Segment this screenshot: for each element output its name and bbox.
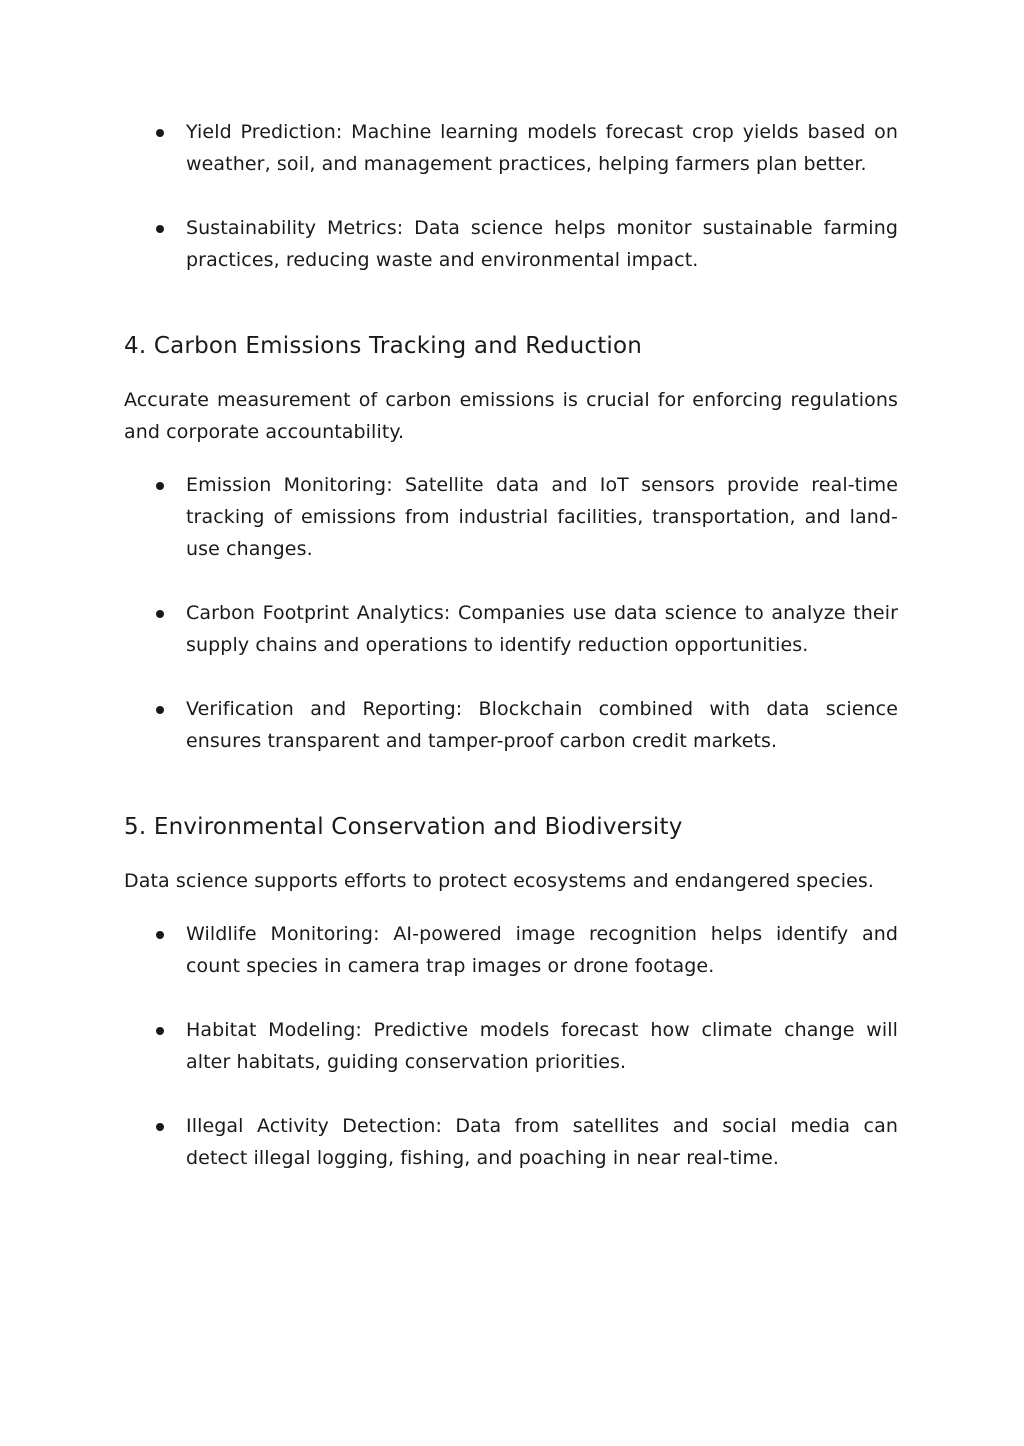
bullet-icon [156,129,164,137]
list-item-text: Yield Prediction: Machine learning models forecast crop yields based on weather, soil, and management practices, helping farmers plan better. [186,121,898,175]
list-item-text: Carbon Footprint Analytics: Companies use data science to analyze their supply chains and operations to identify reduction opportunities. [186,602,898,656]
bullet-list-section-4 [124,469,898,757]
bullet-icon [156,931,164,939]
list-item [124,693,898,757]
document-page [124,116,898,1174]
list-item-text: Emission Monitoring: Satellite data and IoT sensors provide real-time tracking of emissions from industrial facilities, transportation, and land-use changes. [186,474,898,560]
section-heading-4: 4. Carbon Emissions Tracking and Reduction [124,333,643,359]
list-item [124,469,898,565]
list-item-text: Habitat Modeling: Predictive models forecast how climate change will alter habitats, guiding conservation priorities. [186,1019,898,1073]
section-heading-5: 5. Environmental Conservation and Biodiversity [124,814,683,840]
section-intro-5: Data science supports efforts to protect ecosystems and endangered species. [124,870,875,892]
list-item [124,116,898,180]
bullet-list-section-5 [124,918,898,1174]
list-item-text: Sustainability Metrics: Data science helps monitor sustainable farming practices, reducing waste and environmental impact. [186,217,898,271]
bullet-icon [156,610,164,618]
bullet-icon [156,706,164,714]
list-item [124,1110,898,1174]
section-intro-4: Accurate measurement of carbon emissions is crucial for enforcing regulations and corporate accountability. [124,389,898,443]
bullet-icon [156,1123,164,1131]
list-item [124,212,898,276]
bullet-icon [156,225,164,233]
bullet-icon [156,482,164,490]
list-item-text: Wildlife Monitoring: AI-powered image recognition helps identify and count species in camera trap images or drone footage. [186,923,898,977]
bullet-list-top [124,116,898,276]
list-item-text: Illegal Activity Detection: Data from satellites and social media can detect illegal logging, fishing, and poaching in near real-time. [186,1115,898,1169]
list-item-text: Verification and Reporting: Blockchain combined with data science ensures transparent and tamper-proof carbon credit markets. [186,698,898,752]
list-item [124,918,898,982]
bullet-icon [156,1027,164,1035]
list-item [124,1014,898,1078]
list-item [124,597,898,661]
